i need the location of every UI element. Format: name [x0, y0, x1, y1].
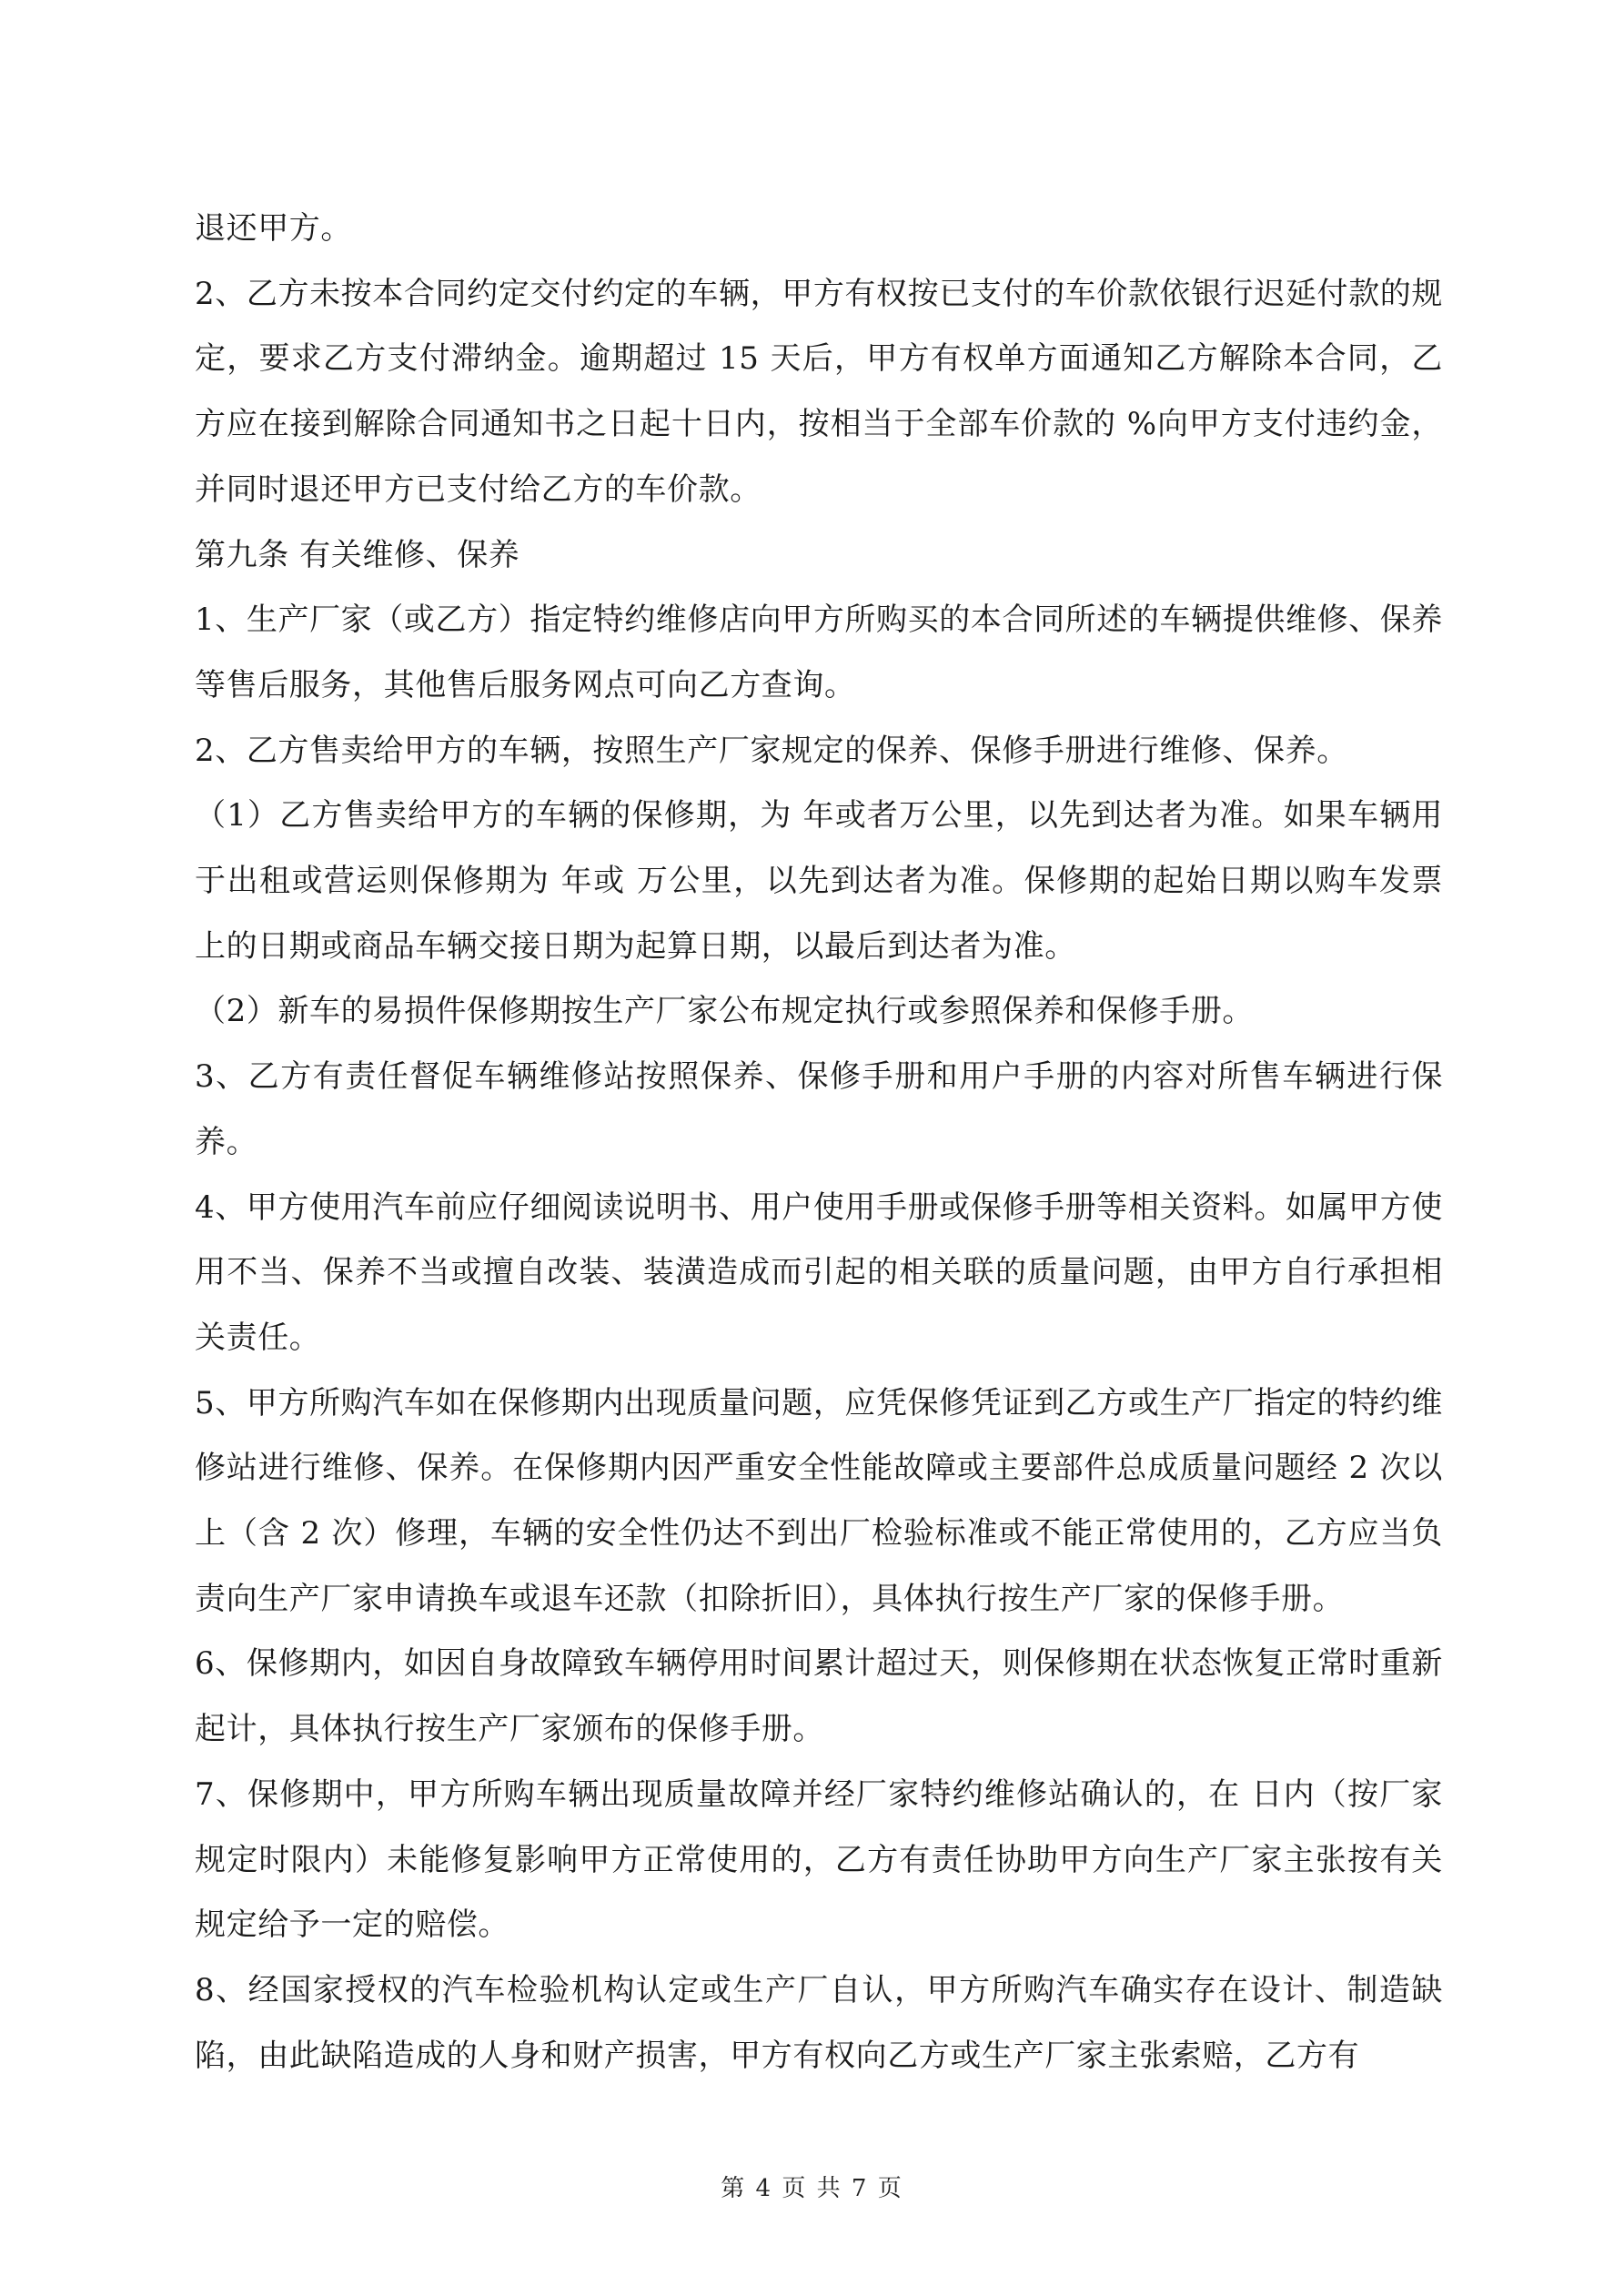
document-body: [195, 197, 1443, 2089]
paragraph-refund-tail: 退还甲方。: [195, 210, 352, 247]
article-9-heading: 第九条 有关维修、保养: [195, 536, 520, 573]
paragraph-clause-3: 3、乙方有责任督促车辆维修站按照保养、保修手册和用户手册的内容对所售车辆进行保养。: [195, 1058, 1443, 1160]
page-number-footer: 第 4 页 共 7 页: [721, 2175, 903, 2202]
paragraph-subclause-2: （2）新车的易损件保修期按生产厂家公布规定执行或参照保养和保修手册。: [195, 993, 1255, 1030]
paragraph-clause-6: 6、保修期内，如因自身故障致车辆停用时间累计超过天，则保修期在状态恢复正常时重新起计，具体执行按生产厂家颁布的保修手册。: [195, 1645, 1443, 1748]
paragraph-clause-5: 5、甲方所购汽车如在保修期内出现质量问题，应凭保修凭证到乙方或生产厂指定的特约维修站进行维修、保养。在保修期内因严重安全性能故障或主要部件总成质量问题经 2 次以上（含 2 次）修理，车辆的安全性仍达不到出厂检验标准或不能正常使用的，乙方应当负责向生产厂家申请换车或退车还款（扣除折旧），具体执行按生产厂家的保修手册。: [195, 1384, 1444, 1617]
paragraph-late-delivery: 2、乙方未按本合同约定交付约定的车辆，甲方有权按已支付的车价款依银行迟延付款的规定，要求乙方支付滞纳金。逾期超过 15 天后，甲方有权单方面通知乙方解除本合同，乙方应在接到解除合同通知书之日起十日内，按相当于全部车价款的 %向甲方支付违约金，并同时退还甲方已支付给乙方的车价款。: [195, 275, 1443, 508]
paragraph-clause-2: 2、乙方售卖给甲方的车辆，按照生产厂家规定的保养、保修手册进行维修、保养。: [195, 732, 1348, 769]
paragraph-subclause-1: （1）乙方售卖给甲方的车辆的保修期，为 年或者万公里，以先到达者为准。如果车辆用于出租或营运则保修期为 年或 万公里，以先到达者为准。保修期的起始日期以购车发票上的日期或商品车辆交接日期为起算日期，以最后到达者为准。: [195, 797, 1443, 965]
paragraph-clause-8: 8、经国家授权的汽车检验机构认定或生产厂自认，甲方所购汽车确实存在设计、制造缺陷，由此缺陷造成的人身和财产损害，甲方有权向乙方或生产厂家主张索赔，乙方有: [195, 1971, 1443, 2074]
paragraph-clause-1: 1、生产厂家（或乙方）指定特约维修店向甲方所购买的本合同所述的车辆提供维修、保养等售后服务，其他售后服务网点可向乙方查询。: [195, 602, 1443, 703]
paragraph-clause-4: 4、甲方使用汽车前应仔细阅读说明书、用户使用手册或保修手册等相关资料。如属甲方使用不当、保养不当或擅自改装、装潢造成而引起的相关联的质量问题，由甲方自行承担相关责任。: [195, 1188, 1443, 1356]
paragraph-clause-7: 7、保修期中，甲方所购车辆出现质量故障并经厂家特约维修站确认的，在 日内（按厂家规定时限内）未能修复影响甲方正常使用的，乙方有责任协助甲方向生产厂家主张按有关规定给予一定的赔偿。: [195, 1775, 1443, 1944]
